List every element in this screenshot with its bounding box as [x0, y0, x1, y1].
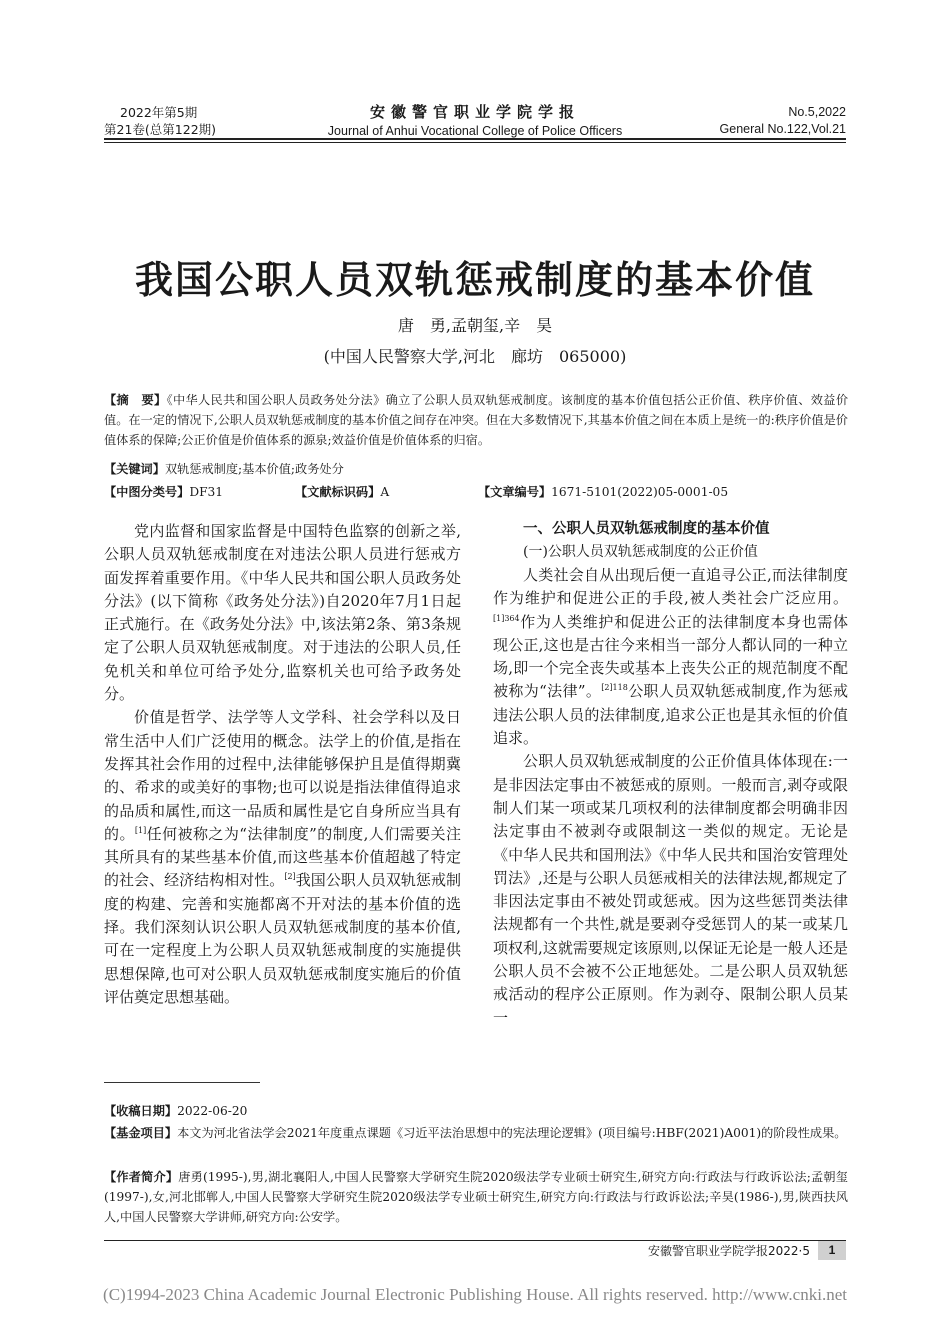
paragraph: 公职人员双轨惩戒制度的公正价值具体体现在:一是非因法定事由不被惩戒的原则。一般而言,剥夺或限制人们某一项或某几项权利的法律制度都会明确非因法定事由不被剥夺或限制这一类似的规定。无论是《中华人民共和国刑法》《中华人民共和国治安管理处罚法》,还是与公职人员惩戒相关的法律法规,都规定了非因法定事由不被处罚或惩戒。因为这些惩罚类法律法规都有一个共性,就是要剥夺受惩罚人的某一或某几项权利,这就需要规定该原则,以保证无论是一般人还是公职人员不会被不公正地惩处。二是公职人员双轨惩戒活动的程序公正原则。作为剥夺、限制公职人员某一	[493, 752, 848, 1027]
fund-info	[104, 1123, 848, 1143]
document-code	[295, 482, 389, 502]
journal-name-cn: 安徽警官职业学院学报	[369, 103, 580, 121]
received-label: 【收稿日期】	[104, 1104, 178, 1118]
paragraph-text: 我国公职人员双轨惩戒制度的构建、完善和实施都离不开对法的基本价值的选择。我们深刻认识公职人员双轨惩戒制度的基本价值,可在一定程度上为公职人员双轨惩戒制度的实施提供思想保障,也可对公职人员双轨惩戒制度实施后的价值评估奠定思想基础。	[104, 871, 461, 1006]
fund-text: 本文为河北省法学会2021年度重点课题《习近平法治思想中的宪法理论逻辑》(项目编号:HBF(2021)A001)的阶段性成果。	[177, 1126, 847, 1140]
abstract-text: 《中华人民共和国公职人员政务处分法》确立了公职人员双轨惩戒制度。该制度的基本价值包括公正价值、秩序价值、效益价值。在一定的情况下,公职人员双轨惩戒制度的基本价值之间存在冲突。但在大多数情况下,其基本价值之间在本质上是统一的:秩序价值是价值体系的保障;公正价值是价值体系的源泉;效益价值是价值体系的归宿。	[104, 393, 849, 447]
received-date	[104, 1101, 848, 1121]
received-value: 2022-06-20	[177, 1104, 248, 1118]
paragraph-text: 作为人类维护和促进公正的法律制度本身也需体现公正,这也是古往今来相当一部分人都认同的一种立场,即一个完全丧失或基本上丧失公正的规范制度不配被称为“法律”。	[493, 612, 848, 701]
article-title: 我国公职人员双轨惩戒制度的基本价值	[134, 257, 815, 302]
paragraph	[493, 564, 848, 750]
paragraph-text: 公职人员双轨惩戒制度,作为惩戒违法公职人员的法律制度,追求公正也是其永恒的价值追求。	[493, 682, 848, 748]
doc-code-label: 【文献标识码】	[295, 485, 381, 499]
copyright-notice: (C)1994-2023 China Academic Journal Electronic Publishing House. All rights reserved. http://www.cnki.net	[103, 1285, 847, 1304]
footer-rule	[104, 1240, 846, 1241]
header-rule-thin	[104, 142, 846, 143]
footnote-rule	[104, 1082, 260, 1083]
paragraph-text: 价值是哲学、法学等人文学科、社会学科以及日常生活中人们广泛使用的概念。法学上的价值,是指在发挥其社会作用的过程中,法律能够保护且是值得期冀的、希求的或美好的事物;也可以说是指法律值得追求的品质和属性,而这一品质和属性是它自身所应当具有的。	[104, 708, 461, 843]
header-rule	[104, 138, 846, 140]
article-number-label: 【文章编号】	[478, 485, 552, 499]
issue-number	[686, 104, 846, 138]
citation: [1]	[134, 825, 147, 835]
article-number-value: 1671-5101(2022)05-0001-05	[551, 485, 729, 499]
fund-label: 【基金项目】	[104, 1126, 178, 1140]
authors: 唐 勇,孟朝玺,辛 昊	[397, 316, 553, 335]
paragraph-text: 任何被称之为“法律制度”的制度,人们需要关注其所具有的某些基本价值,而这些基本价值超越了特定的社会、经济结构相对性。	[104, 824, 461, 890]
journal-masthead	[290, 102, 660, 140]
issue-info	[104, 104, 254, 138]
abstract	[104, 390, 848, 450]
article-number	[478, 482, 728, 502]
paragraph: 党内监督和国家监督是中国特色监察的创新之举,公职人员双轨惩戒制度在对违法公职人员进行惩戒方面发挥着重要作用。《中华人民共和国公职人员政务处分法》(以下简称《政务处分法》)自2020年7月1日起正式施行。在《政务处分法》中,该法第2条、第3条规定了公职人员双轨惩戒制度。对于违法的公职人员,任免机关和单位可给予处分,监察机关也可给予政务处分。	[104, 522, 461, 704]
author-bio	[104, 1167, 848, 1227]
issue-no: No.5,2022	[788, 105, 846, 119]
body-right-column	[493, 520, 848, 1030]
clc-number	[104, 482, 223, 502]
keywords	[104, 459, 848, 479]
body-left-column	[104, 520, 461, 1009]
abstract-label: 【摘 要】	[104, 393, 167, 407]
page-number: 1	[818, 1241, 846, 1260]
doc-code-value: A	[380, 485, 390, 499]
paragraph-text: 人类社会自从出现后便一直追寻公正,而法律制度作为维护和促进公正的手段,被人类社会广泛应用。	[493, 566, 848, 608]
author-bio-label: 【作者简介】	[104, 1170, 179, 1184]
citation: [1]364	[493, 613, 520, 623]
section-heading: 一、公职人员双轨惩戒制度的基本价值	[523, 521, 770, 537]
general-no: General No.122,Vol.21	[719, 122, 846, 136]
citation: [2]118	[601, 683, 628, 693]
keywords-label: 【关键词】	[104, 462, 165, 476]
author-bio-text: 唐勇(1995-),男,湖北襄阳人,中国人民警察大学研究生院2020级法学专业硕士研究生,研究方向:行政法与行政诉讼法;孟朝玺(1997-),女,河北邯郸人,中国人民警察大学研究生院2020级法学专业硕士研究生,研究方向:行政法与行政诉讼法;辛昊(1986-),男,陕西扶风人,中国人民警察大学讲师,研究方向:公安学。	[104, 1170, 848, 1224]
journal-name-en: Journal of Anhui Vocational College of Police Officers	[327, 124, 623, 138]
clc-label: 【中图分类号】	[104, 485, 190, 499]
footer-journal: 安徽警官职业学院学报2022·5	[648, 1244, 810, 1258]
clc-value: DF31	[189, 485, 224, 499]
keywords-text: 双轨惩戒制度;基本价值;政务处分	[164, 462, 344, 476]
citation: [2]	[284, 872, 296, 882]
volume-info: 第21卷(总第122期)	[104, 122, 217, 137]
affiliation: (中国人民警察大学,河北 廊坊 065000)	[323, 347, 627, 366]
subsection-heading: (一)公职人员双轨惩戒制度的公正价值	[523, 544, 758, 560]
issue-year: 2022年第5期	[120, 105, 198, 120]
paragraph	[104, 706, 461, 1009]
